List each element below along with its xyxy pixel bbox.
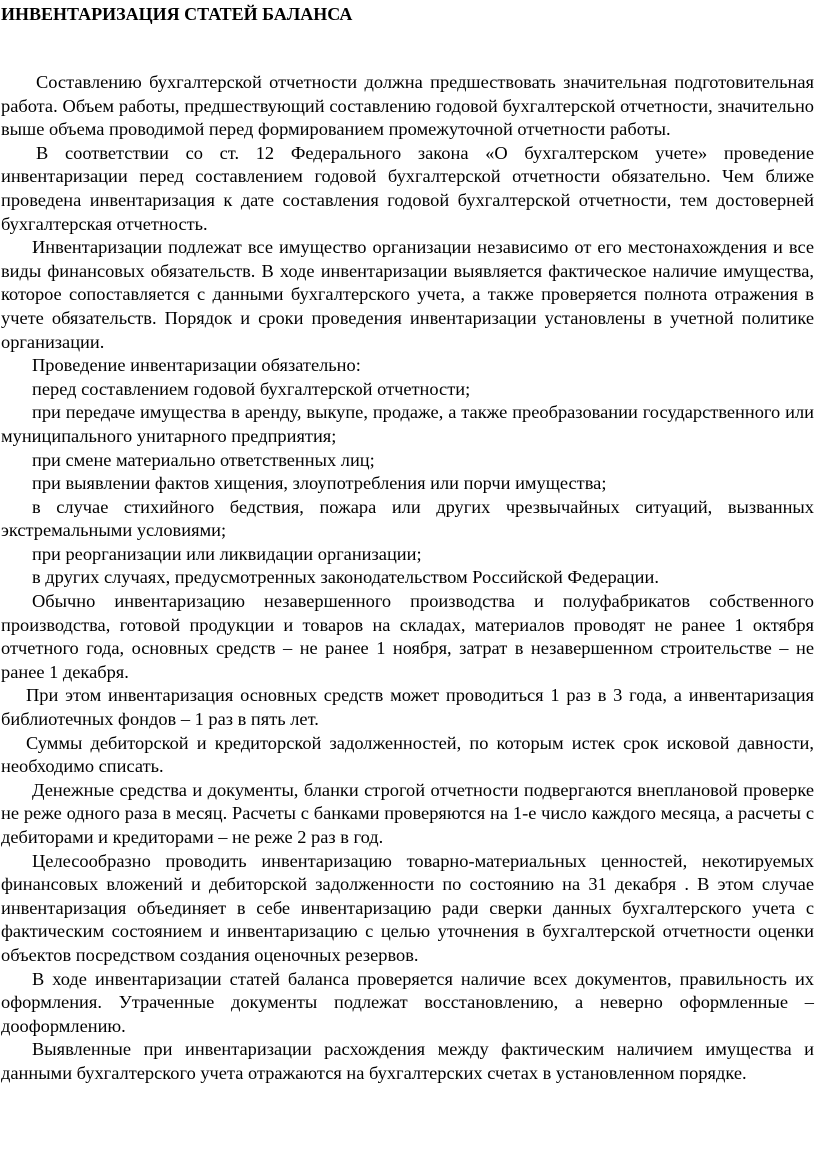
paragraph: При этом инвентаризация основных средств может проводиться 1 раз в 3 года, а инвентаризация библиотечных фондов – 1 раз в пять лет. bbox=[1, 685, 814, 730]
paragraph: В соответствии со ст. 12 Федерального закона «О бухгалтерском учете» проведение инвентаризации перед составлением годовой бухгалтерской отчетности обязательно. Чем ближе проведена инвентаризация к дате составления годовой бухгалтерской отчетности, тем достоверней бухгалтерская отчетность. bbox=[1, 142, 814, 234]
paragraph: Обычно инвентаризацию незавершенного производства и полуфабрикатов собственного производства, готовой продукции и товаров на складах, материалов проводят не ранее 1 октября отчетного года, основных средств – не ранее 1 ноября, затрат в незавершенном строительстве – не ранее 1 декабря. bbox=[1, 591, 814, 682]
paragraph: Суммы дебиторской и кредиторской задолженностей, по которым истек срок исковой давности, необходимо списать. bbox=[1, 732, 814, 777]
paragraph: Составлению бухгалтерской отчетности должна предшествовать значительная подготовительная работа. Объем работы, предшествующий составлению годовой бухгалтерской отчетности, значительно выше объема проводимой перед формированием промежуточной отчетности работы. bbox=[1, 72, 814, 140]
document-body bbox=[1, 71, 814, 1086]
list-item: в случае стихийного бедствия, пожара или других чрезвычайных ситуаций, вызванных экстремальными условиями; bbox=[1, 496, 814, 541]
list-item: перед составлением годовой бухгалтерской отчетности; bbox=[32, 378, 471, 399]
document-title: ИНВЕНТАРИЗАЦИЯ СТАТЕЙ БАЛАНСА bbox=[1, 4, 353, 24]
list-item: при передаче имущества в аренду, выкупе, продаже, а также преобразовании государственного или муниципального унитарного предприятия; bbox=[1, 402, 814, 446]
list-item: в других случаях, предусмотренных законодательством Российской Федерации. bbox=[32, 567, 659, 588]
list-item: при реорганизации или ликвидации организации; bbox=[32, 543, 422, 564]
list-item: при смене материально ответственных лиц; bbox=[32, 449, 375, 470]
paragraph: Целесообразно проводить инвентаризацию товарно-материальных ценностей, некотируемых финансовых вложений и дебиторской задолженности по состоянию на 31 декабря . В этом случае инвентаризация объединяет в себе инвентаризацию ради сверки данных бухгалтерского учета с фактическим состоянием и инвентаризацию с целью уточнения в бухгалтерской отчетности оценки объектов посредством создания оценочных резервов. bbox=[1, 850, 814, 965]
paragraph: В ходе инвентаризации статей баланса проверяется наличие всех документов, правильность их оформления. Утраченные документы подлежат восстановлению, а неверно оформленные – дооформлению. bbox=[1, 968, 814, 1036]
list-item: при выявлении фактов хищения, злоупотребления или порчи имущества; bbox=[32, 473, 607, 494]
paragraph: Выявленные при инвентаризации расхождения между фактическим наличием имущества и данными бухгалтерского учета отражаются на бухгалтерских счетах в установленном порядке. bbox=[1, 1039, 814, 1083]
paragraph: Проведение инвентаризации обязательно: bbox=[32, 355, 361, 376]
paragraph: Инвентаризации подлежат все имущество организации независимо от его местонахождения и все виды финансовых обязательств. В ходе инвентаризации выявляется фактическое наличие имущества, которое сопоставляется с данными бухгалтерского учета, а также проверяется полнота отражения в учете обязательств. Порядок и сроки проведения инвентаризации установлены в учетной политике организации. bbox=[1, 237, 814, 352]
paragraph: Денежные средства и документы, бланки строгой отчетности подвергаются внеплановой проверке не реже одного раза в месяц. Расчеты с банками проверяются на 1-е число каждого месяца, а расчеты с дебиторами и кредиторами – не реже 2 раз в год. bbox=[1, 779, 814, 847]
